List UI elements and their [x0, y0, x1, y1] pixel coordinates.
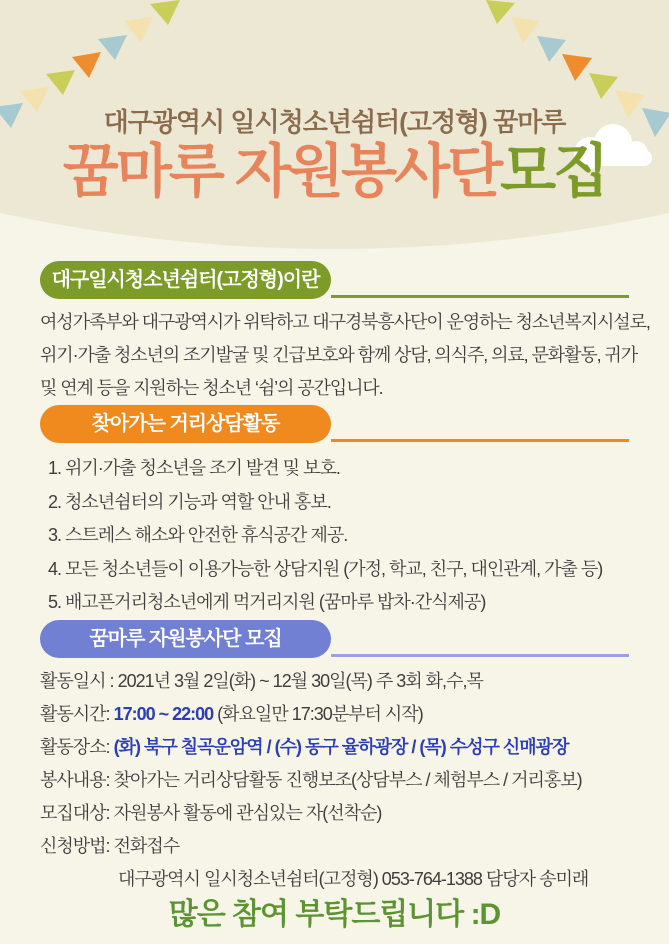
about-line: 위기·가출 청소년의 조기발굴 및 긴급보호와 함께 상담, 의식주, 의료, 문화활동, 귀가 — [40, 345, 638, 365]
section-about-header — [40, 261, 629, 299]
detail-label: 모집대상: — [40, 802, 114, 823]
about-badge: 대구일시청소년쉼터(고정형)이란 — [40, 261, 331, 299]
list-item: 4. 모든 청소년들이 이용가능한 상담지원 (가정, 학교, 친구, 대인관계, 가출 등) — [48, 558, 603, 579]
detail-text: 자원봉사 활동에 관심있는 자(선착순) — [113, 802, 382, 823]
title-main: 꿈마루 자원봉사단 — [62, 139, 501, 204]
footer-message: 많은 참여 부탁드립니다 :D — [168, 898, 501, 931]
poster-content — [40, 261, 650, 896]
about-line: 및 연계 등을 지원하는 청소년 ‘쉼’의 공간입니다. — [40, 378, 383, 398]
title-accent: 모집 — [500, 139, 607, 204]
list-item: 1. 위기·가출 청소년을 조기 발견 및 보호. — [48, 458, 340, 478]
detail-row — [40, 830, 629, 863]
detail-text: (화요일만 17:30분부터 시작) — [213, 703, 423, 724]
poster-title — [0, 140, 669, 204]
detail-text: 전화접수 — [113, 835, 180, 856]
about-paragraph — [40, 306, 650, 405]
list-item: 5. 배고픈거리청소년에게 먹거리지원 (꿈마루 밥차·간식제공) — [48, 592, 486, 612]
detail-text: 2021년 3월 2일(화) ~ 12월 30일(목) 주 3회 화,수,목 — [117, 670, 483, 691]
about-line: 여성가족부와 대구광역시가 위탁하고 대구경북흥사단이 운영하는 청소년복지시설로, — [40, 312, 650, 332]
detail-row — [40, 698, 629, 731]
detail-label: 봉사내용: — [40, 769, 114, 790]
detail-row — [40, 797, 629, 830]
contact-line: 대구광역시 일시청소년쉼터(고정형) 053-764-1388 담당자 송미래 — [118, 868, 589, 889]
street-badge: 찾아가는 거리상담활동 — [40, 405, 331, 443]
poster-subtitle: 대구광역시 일시청소년쉼터(고정형) 꿈마루 — [103, 107, 566, 137]
street-activity-list — [40, 452, 629, 620]
detail-label: 활동시간: — [40, 703, 114, 724]
recruit-rule — [331, 654, 629, 657]
detail-row — [40, 665, 629, 698]
list-item: 3. 스트레스 해소와 안전한 휴식공간 제공. — [48, 525, 348, 545]
detail-text: 찾아가는 거리상담활동 진행보조(상담부스 / 체험부스 / 거리홍보) — [113, 769, 582, 790]
section-street-header — [40, 405, 629, 443]
detail-label: 신청방법: — [40, 835, 114, 856]
list-item: 2. 청소년쉼터의 기능과 역할 안내 홍보. — [48, 491, 331, 512]
detail-label: 활동장소: — [40, 736, 114, 757]
recruit-badge: 꿈마루 자원봉사단 모집 — [40, 620, 331, 658]
detail-highlight: 17:00 ~ 22:00 — [113, 703, 214, 724]
section-recruit-header — [40, 620, 629, 658]
detail-row — [40, 731, 629, 764]
about-rule — [331, 295, 629, 298]
street-rule — [331, 439, 629, 442]
detail-row — [40, 764, 629, 797]
detail-label: 활동일시 : — [40, 670, 118, 691]
detail-highlight: (화) 북구 칠곡운암역 / (수) 동구 율하광장 / (목) 수성구 신매광장 — [113, 736, 569, 757]
recruit-details — [40, 665, 629, 896]
